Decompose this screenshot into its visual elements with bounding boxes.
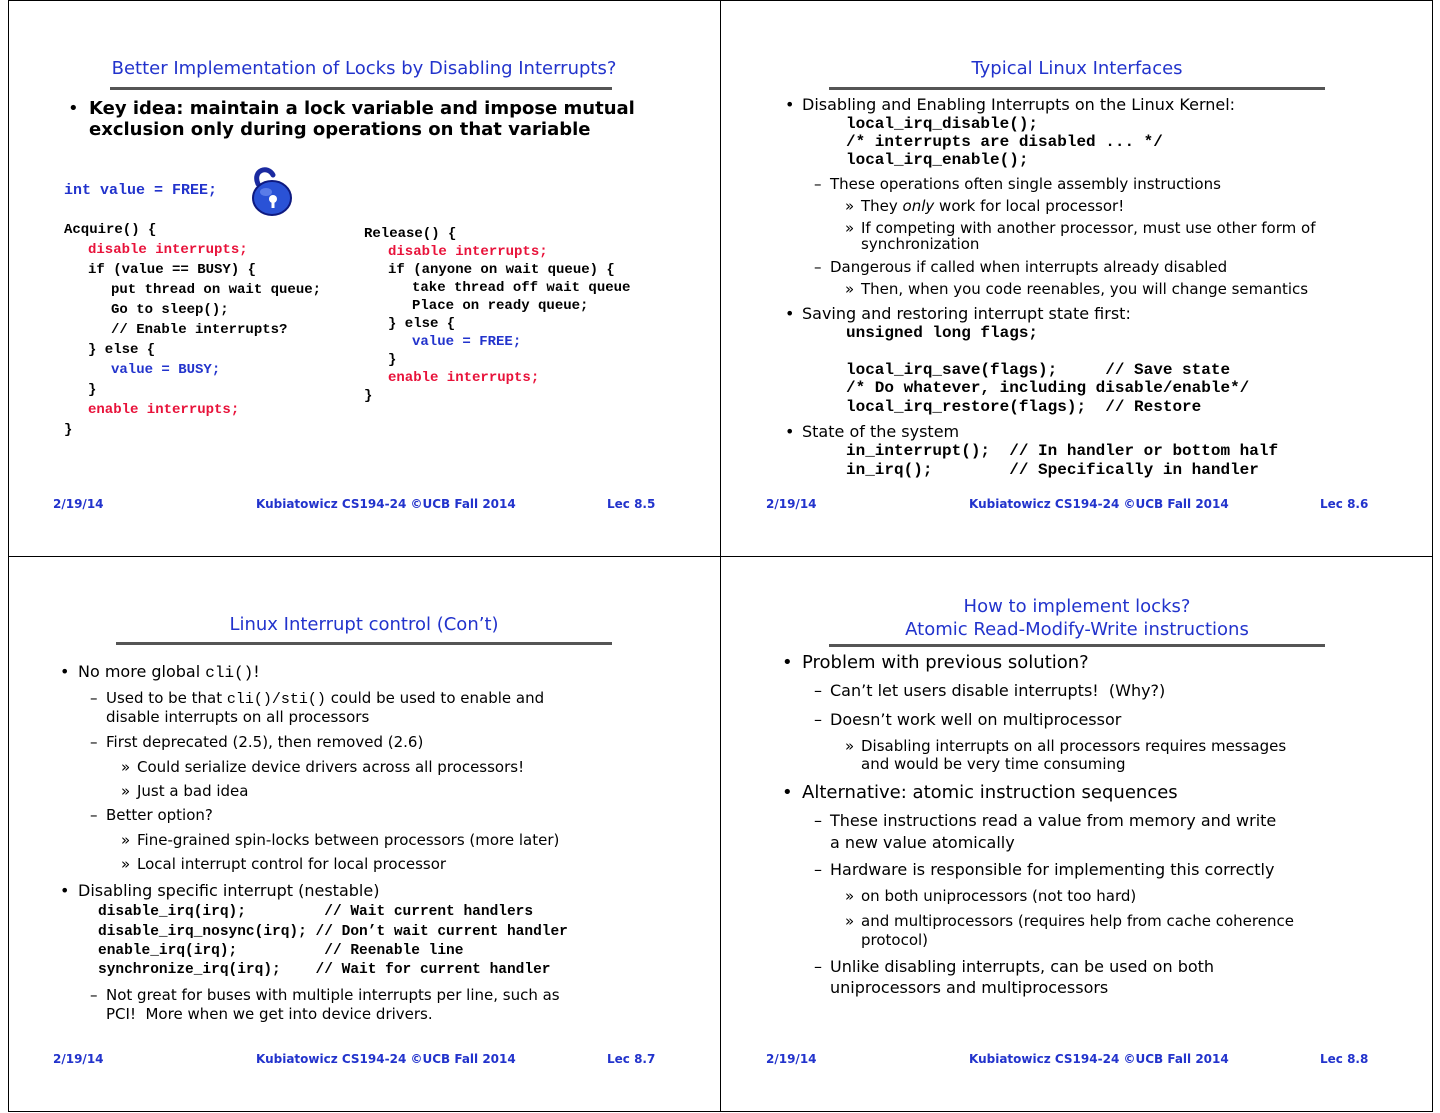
sub-bullet-text: These instructions read a value from memory and write: [830, 811, 1277, 830]
slide-lec-8-7: [8, 557, 720, 1113]
acquire-code-line: } else {: [88, 342, 156, 358]
code-line: local_irq_restore(flags); // Restore: [846, 398, 1202, 416]
sub-sub-bullet-text: protocol): [861, 931, 929, 949]
slide-title: Typical Linux Interfaces: [971, 58, 1183, 79]
footer-lecture: Lec 8.7: [607, 1052, 656, 1066]
release-code-line: Release() {: [364, 226, 457, 242]
footer-course: Kubiatowicz CS194-24 ©UCB Fall 2014: [969, 497, 1229, 511]
raquo-marker: »: [845, 912, 855, 930]
release-code-line: enable interrupts;: [388, 370, 540, 386]
code-line: in_interrupt(); // In handler or bottom half: [846, 442, 1279, 460]
raquo-marker: »: [845, 280, 855, 298]
sub-bullet-text: disable interrupts on all processors: [106, 708, 370, 726]
slide-lec-8-8: [721, 557, 1433, 1113]
sub-sub-bullet-text: They only work for local processor!: [861, 197, 1125, 215]
sub-bullet-text: Dangerous if called when interrupts already disabled: [830, 258, 1228, 276]
title-underline: [110, 87, 612, 90]
raquo-marker: »: [121, 782, 131, 800]
bullet-text: State of the system: [802, 422, 960, 441]
acquire-code-line: }: [88, 382, 97, 398]
acquire-code-line: put thread on wait queue;: [111, 282, 322, 298]
acquire-code-line: }: [64, 422, 73, 438]
code-line: /* Do whatever, including disable/enable*/: [846, 379, 1250, 397]
footer-date: 2/19/14: [766, 497, 817, 511]
raquo-marker: »: [845, 887, 855, 905]
slide-title: Linux Interrupt control (Con’t): [229, 614, 499, 635]
code-line: in_irq(); // Specifically in handler: [846, 461, 1259, 479]
bullet-text: Disabling and Enabling Interrupts on the Linux Kernel:: [802, 95, 1236, 114]
slide-title: Better Implementation of Locks by Disabling Interrupts?: [111, 58, 617, 79]
raquo-marker: »: [845, 197, 855, 215]
acquire-code-line: enable interrupts;: [88, 402, 240, 418]
bullet-text: exclusion only during operations on that variable: [89, 119, 591, 140]
footer-course: Kubiatowicz CS194-24 ©UCB Fall 2014: [256, 497, 516, 511]
bullet-text: No more global cli()!: [78, 662, 260, 682]
code-line: disable_irq(irq); // Wait current handlers: [98, 904, 534, 920]
raquo-marker: »: [121, 855, 131, 873]
code-line: local_irq_disable();: [846, 115, 1039, 133]
bullet-marker: •: [782, 652, 793, 673]
dash-marker: –: [814, 175, 822, 193]
sub-sub-bullet-text: Just a bad idea: [137, 782, 249, 800]
bullet-marker: •: [785, 422, 795, 441]
dash-marker: –: [90, 733, 98, 751]
slide-title: Atomic Read-Modify-Write instructions: [905, 619, 1249, 640]
release-code-line: }: [364, 388, 373, 404]
sub-sub-bullet-text: If competing with another processor, must use other form of: [861, 219, 1316, 237]
var-declaration: int value = FREE;: [64, 182, 218, 199]
title-underline: [829, 87, 1325, 90]
code-line: /* interrupts are disabled ... */: [846, 133, 1163, 151]
padlock-icon: [246, 166, 296, 218]
bullet-marker: •: [60, 662, 70, 681]
acquire-code-line: // Enable interrupts?: [111, 322, 288, 338]
bullet-marker: •: [785, 304, 795, 323]
sub-sub-bullet-text: Then, when you code reenables, you will change semantics: [861, 280, 1309, 298]
bullet-marker: •: [68, 98, 79, 119]
dash-marker: –: [90, 806, 98, 824]
footer-lecture: Lec 8.8: [1320, 1052, 1369, 1066]
release-code-line: }: [388, 352, 397, 368]
dash-marker: –: [90, 689, 98, 707]
sub-bullet-text: First deprecated (2.5), then removed (2.6): [106, 733, 424, 751]
sub-sub-bullet-text: synchronization: [861, 235, 980, 253]
acquire-code-line: Go to sleep();: [111, 302, 229, 318]
sub-sub-bullet-text: Could serialize device drivers across all processors!: [137, 758, 525, 776]
sub-bullet-text: PCI! More when we get into device drivers.: [106, 1005, 433, 1023]
sub-sub-bullet-text: Local interrupt control for local processor: [137, 855, 447, 873]
sub-sub-bullet-text: and multiprocessors (requires help from cache coherence: [861, 912, 1294, 930]
raquo-marker: »: [121, 758, 131, 776]
sub-sub-bullet-text: and would be very time consuming: [861, 755, 1126, 773]
sub-bullet-text: These operations often single assembly instructions: [830, 175, 1221, 193]
bullet-marker: •: [782, 782, 793, 803]
dash-marker: –: [814, 811, 822, 830]
dash-marker: –: [814, 710, 822, 729]
sub-sub-bullet-text: Fine-grained spin-locks between processors (more later): [137, 831, 560, 849]
bullet-text: Disabling specific interrupt (nestable): [78, 881, 380, 900]
sub-bullet-text: Not great for buses with multiple interrupts per line, such as: [106, 986, 560, 1004]
acquire-code-line: value = BUSY;: [111, 362, 221, 378]
bullet-text: Alternative: atomic instruction sequences: [802, 782, 1178, 803]
release-code-line: disable interrupts;: [388, 244, 548, 260]
footer-date: 2/19/14: [766, 1052, 817, 1066]
code-line: enable_irq(irq); // Reenable line: [98, 943, 464, 959]
sub-bullet-text: Unlike disabling interrupts, can be used on both: [830, 957, 1215, 976]
release-code-line: value = FREE;: [412, 334, 522, 350]
dash-marker: –: [814, 681, 822, 700]
bullet-text: Saving and restoring interrupt state first:: [802, 304, 1131, 323]
sub-bullet-text: Used to be that cli()/sti() could be used to enable and: [106, 689, 545, 708]
acquire-code-line: disable interrupts;: [88, 242, 248, 258]
bullet-marker: •: [60, 881, 70, 900]
dash-marker: –: [90, 986, 98, 1004]
code-line: local_irq_save(flags); // Save state: [846, 361, 1231, 379]
bullet-text: Key idea: maintain a lock variable and impose mutual: [89, 98, 635, 119]
sub-bullet-text: Hardware is responsible for implementing this correctly: [830, 860, 1275, 879]
release-code-line: } else {: [388, 316, 456, 332]
dash-marker: –: [814, 258, 822, 276]
release-code-line: take thread off wait queue: [412, 280, 631, 296]
sub-bullet-text: uniprocessors and multiprocessors: [830, 978, 1109, 997]
bullet-text: Problem with previous solution?: [802, 652, 1089, 673]
sub-sub-bullet-text: on both uniprocessors (not too hard): [861, 887, 1137, 905]
code-line: synchronize_irq(irq); // Wait for current handler: [98, 962, 551, 978]
dash-marker: –: [814, 860, 822, 879]
footer-date: 2/19/14: [53, 497, 104, 511]
raquo-marker: »: [121, 831, 131, 849]
release-code-line: if (anyone on wait queue) {: [388, 262, 615, 278]
code-line: local_irq_enable();: [846, 151, 1029, 169]
release-code-line: Place on ready queue;: [412, 298, 589, 314]
footer-course: Kubiatowicz CS194-24 ©UCB Fall 2014: [969, 1052, 1229, 1066]
dash-marker: –: [814, 957, 822, 976]
bullet-marker: •: [785, 95, 795, 114]
sub-bullet-text: Doesn’t work well on multiprocessor: [830, 710, 1122, 729]
footer-date: 2/19/14: [53, 1052, 104, 1066]
sub-bullet-text: a new value atomically: [830, 833, 1015, 852]
code-line: disable_irq_nosync(irq); // Don’t wait current handler: [98, 924, 568, 940]
slide-lec-8-6: [721, 0, 1433, 556]
raquo-marker: »: [845, 737, 855, 755]
sub-bullet-text: Better option?: [106, 806, 213, 824]
slide-lec-8-5: [8, 0, 720, 556]
footer-course: Kubiatowicz CS194-24 ©UCB Fall 2014: [256, 1052, 516, 1066]
footer-lecture: Lec 8.5: [607, 497, 656, 511]
acquire-code-line: if (value == BUSY) {: [88, 262, 257, 278]
footer-lecture: Lec 8.6: [1320, 497, 1369, 511]
title-underline: [829, 644, 1325, 647]
sub-sub-bullet-text: Disabling interrupts on all processors requires messages: [861, 737, 1287, 755]
code-line: unsigned long flags;: [846, 324, 1039, 342]
slide-title: How to implement locks?: [963, 596, 1191, 617]
title-underline: [116, 642, 612, 645]
acquire-code-line: Acquire() {: [64, 222, 157, 238]
sub-bullet-text: Can’t let users disable interrupts! (Why?): [830, 681, 1166, 700]
raquo-marker: »: [845, 219, 855, 237]
